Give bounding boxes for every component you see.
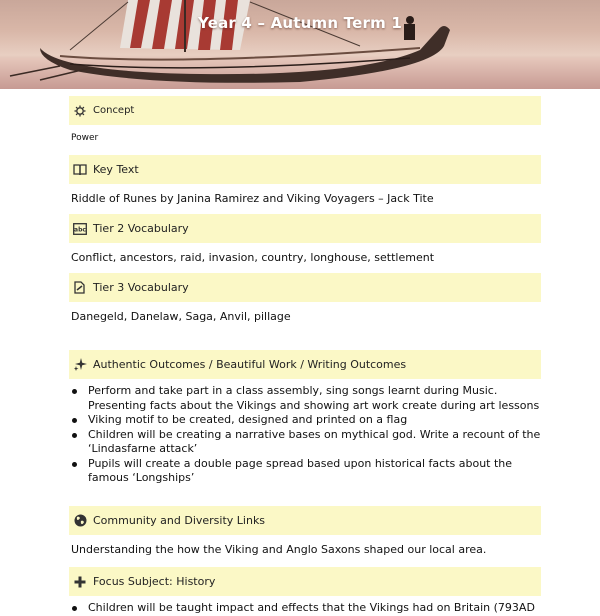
key-text-heading: Key Text [93, 163, 139, 176]
outcomes-header [69, 350, 541, 379]
tier2-heading: Tier 2 Vocabulary [93, 222, 189, 235]
page-title: Year 4 – Autumn Term 1 [198, 14, 402, 32]
curriculum-content [69, 96, 541, 616]
concept-heading: Concept [93, 105, 135, 116]
focus-list [69, 596, 541, 616]
outcomes-heading: Authentic Outcomes / Beautiful Work / Writing Outcomes [93, 358, 407, 371]
concept-section [69, 96, 541, 155]
community-heading: Community and Diversity Links [93, 514, 266, 527]
tier2-vocabulary-section [69, 214, 541, 273]
plus-icon [73, 575, 87, 589]
svg-text:abc: abc [74, 226, 86, 234]
focus-heading: Focus Subject: History [93, 575, 216, 588]
concept-header [69, 96, 541, 125]
hull [40, 26, 450, 83]
header-banner [0, 0, 600, 89]
list-item: Pupils will create a double page spread based upon historical facts about the famous ‘Longships’ [69, 457, 541, 486]
key-text-text: Riddle of Runes by Janina Ramirez and Viking Voyagers – Jack Tite [71, 192, 434, 205]
outcomes-list [69, 379, 541, 506]
community-section [69, 506, 541, 567]
tier3-header [69, 273, 541, 302]
key-text-header [69, 155, 541, 184]
tier3-text: Danegeld, Danelaw, Saga, Anvil, pillage [71, 310, 291, 323]
community-header [69, 506, 541, 535]
outcomes-section [69, 350, 541, 506]
globe-icon [73, 514, 87, 528]
focus-header [69, 567, 541, 596]
focus-subject-section [69, 567, 541, 616]
list-item: Children will be taught impact and effects that the Vikings had on Britain (793AD [69, 601, 541, 616]
list-item: Children will be creating a narrative bases on mythical god. Write a recount of the ‘Lindasfarne attack’ [69, 428, 541, 457]
sparkle-icon [73, 358, 87, 372]
tier2-header [69, 214, 541, 243]
tier2-text: Conflict, ancestors, raid, invasion, country, longhouse, settlement [71, 251, 435, 264]
gear-icon [73, 104, 87, 118]
tier3-vocabulary-section [69, 273, 541, 350]
key-text-section [69, 155, 541, 214]
abc-icon [73, 222, 87, 236]
community-text: Understanding the how the Viking and Anglo Saxons shaped our local area. [71, 543, 487, 556]
edit-document-icon [73, 281, 87, 295]
list-item: Viking motif to be created, designed and printed on a flag [69, 413, 541, 428]
concept-text: Power [71, 133, 99, 143]
list-item: Perform and take part in a class assembly, sing songs learnt during Music. Presenting facts about the Vikings and showing art work create during art lessons [69, 384, 541, 413]
tier3-heading: Tier 3 Vocabulary [93, 281, 189, 294]
book-icon [73, 163, 87, 177]
